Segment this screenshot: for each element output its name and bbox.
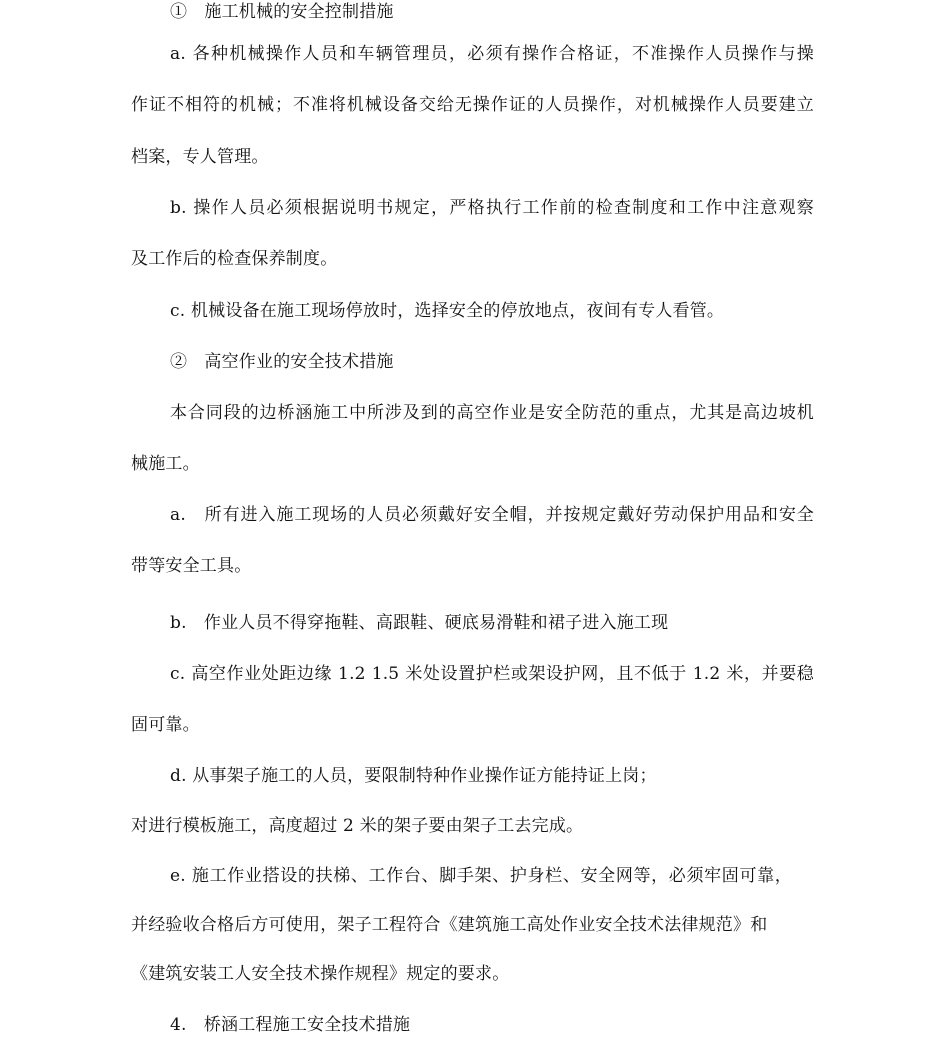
paragraph-line: 带等安全工具。 — [131, 556, 252, 576]
paragraph-line: a. 所有进入施工现场的人员必须戴好安全帽，并按规定戴好劳动保护用品和安全 — [170, 505, 814, 525]
paragraph-line: 《建筑安装工人安全技术操作规程》规定的要求。 — [131, 964, 510, 984]
paragraph-line: a. 各种机械操作人员和车辆管理员，必须有操作合格证，不准操作人员操作与操 — [170, 44, 814, 64]
paragraph-line: 械施工。 — [131, 454, 200, 474]
paragraph-line: d. 从事架子施工的人员，要限制特种作业操作证方能持证上岗； — [170, 766, 657, 786]
heading-high-altitude-safety: ② 高空作业的安全技术措施 — [170, 352, 394, 372]
paragraph-line: 对进行模板施工，高度超过 2 米的架子要由架子工去完成。 — [131, 816, 584, 836]
paragraph-line: 本合同段的边桥涵施工中所涉及到的高空作业是安全防范的重点，尤其是高边坡机 — [170, 403, 814, 423]
paragraph-line: 及工作后的检查保养制度。 — [131, 249, 338, 269]
paragraph-line: 固可靠。 — [131, 715, 200, 735]
paragraph-line: 档案，专人管理。 — [131, 147, 269, 167]
paragraph-line: b. 作业人员不得穿拖鞋、高跟鞋、硬底易滑鞋和裙子进入施工现 — [170, 613, 669, 633]
paragraph-line: e. 施工作业搭设的扶梯、工作台、脚手架、护身栏、安全网等，必须牢固可靠， — [170, 866, 792, 886]
paragraph-line: c. 机械设备在施工现场停放时，选择安全的停放地点，夜间有专人看管。 — [170, 301, 725, 321]
paragraph-line: c. 高空作业处距边缘 1.2 1.5 米处设置护栏或架设护网，且不低于 1.2 米，并要稳 — [170, 664, 814, 684]
paragraph-line: 作证不相符的机械；不准将机械设备交给无操作证的人员操作，对机械操作人员要建立 — [131, 95, 814, 115]
heading-bridge-culvert-safety: 4. 桥涵工程施工安全技术措施 — [170, 1015, 411, 1035]
paragraph-line: 并经验收合格后方可使用，架子工程符合《建筑施工高处作业安全技术法律规范》和 — [131, 915, 768, 935]
paragraph-line: b. 操作人员必须根据说明书规定，严格执行工作前的检查制度和工作中注意观察 — [170, 198, 814, 218]
heading-machinery-safety: ① 施工机械的安全控制措施 — [170, 2, 394, 22]
